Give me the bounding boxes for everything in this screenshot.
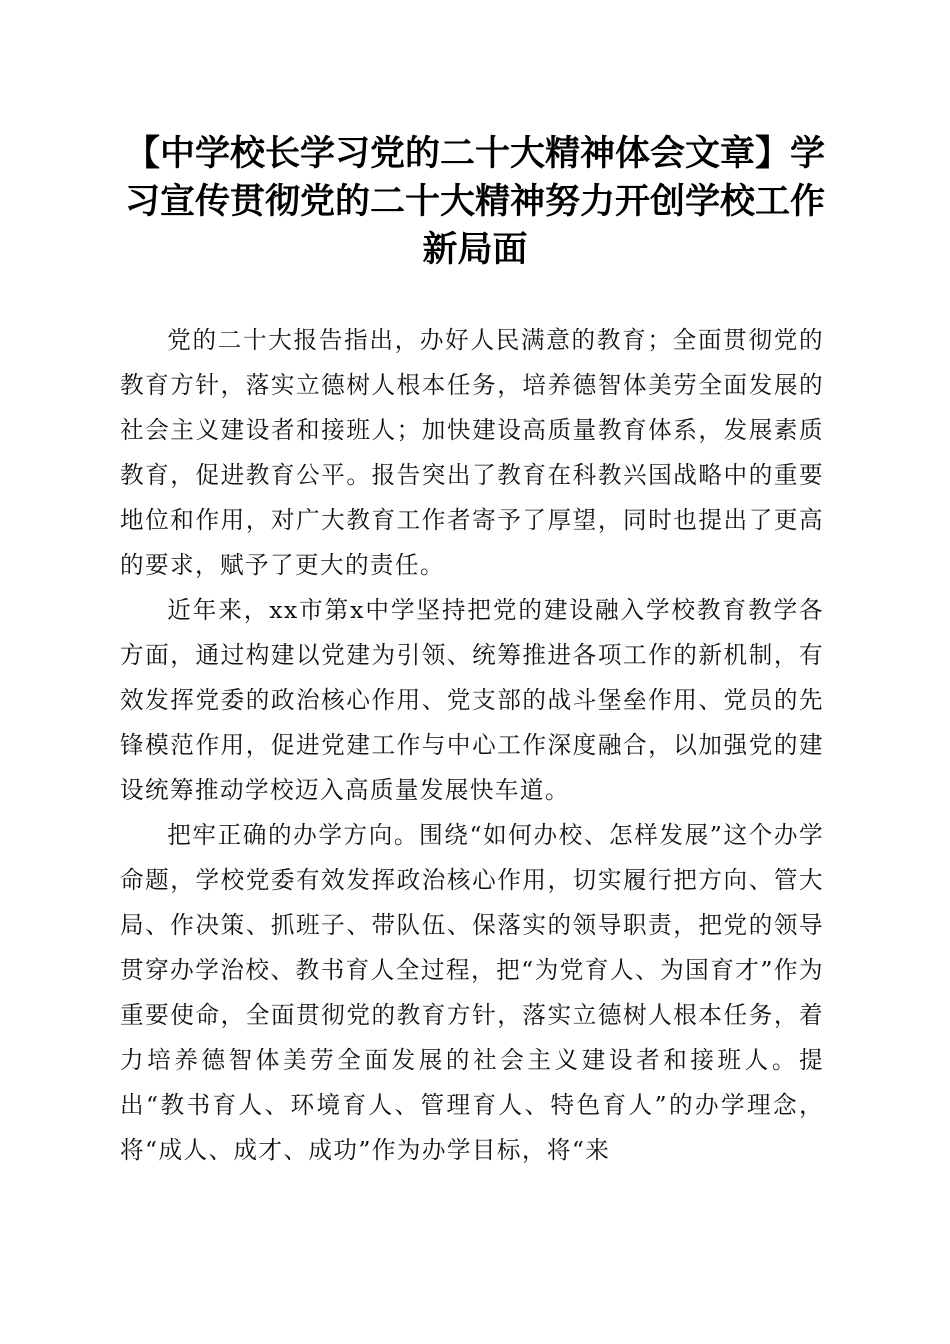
paragraph-2: 近年来，xx市第x中学坚持把党的建设融入学校教育教学各方面，通过构建以党建为引领、统筹推进各项工作的新机制，有效发挥党委的政治核心作用、党支部的战斗堡垒作用、党员的先锋模范作用，促进党建工作与中心工作深度融合，以加强党的建设统筹推动学校迈入高质量发展快车道。 — [120, 596, 824, 804]
document-title: 【中学校长学习党的二十大精神体会文章】学习宣传贯彻党的二十大精神努力开创学校工作新局面 — [124, 133, 825, 270]
document-body — [120, 318, 824, 1173]
paragraph-3: 把牢正确的办学方向。围绕“如何办校、怎样发展”这个办学命题，学校党委有效发挥政治核心作用，切实履行把方向、管大局、作决策、抓班子、带队伍、保落实的领导职责，把党的领导贯穿办学治校、教书育人全过程，把“为党育人、为国育才”作为重要使命，全面贯彻党的教育方针，落实立德树人根本任务，着力培养德智体美劳全面发展的社会主义建设者和接班人。提出“教书育人、环境育人、管理育人、特色育人”的办学理念，将“成人、成才、成功”作为办学目标，将“来 — [120, 821, 824, 1164]
paragraph-1: 党的二十大报告指出，办好人民满意的教育；全面贯彻党的教育方针，落实立德树人根本任务，培养德智体美劳全面发展的社会主义建设者和接班人；加快建设高质量教育体系，发展素质教育，促进教育公平。报告突出了教育在科教兴国战略中的重要地位和作用，对广大教育工作者寄予了厚望，同时也提出了更高的要求，赋予了更大的责任。 — [120, 326, 824, 579]
